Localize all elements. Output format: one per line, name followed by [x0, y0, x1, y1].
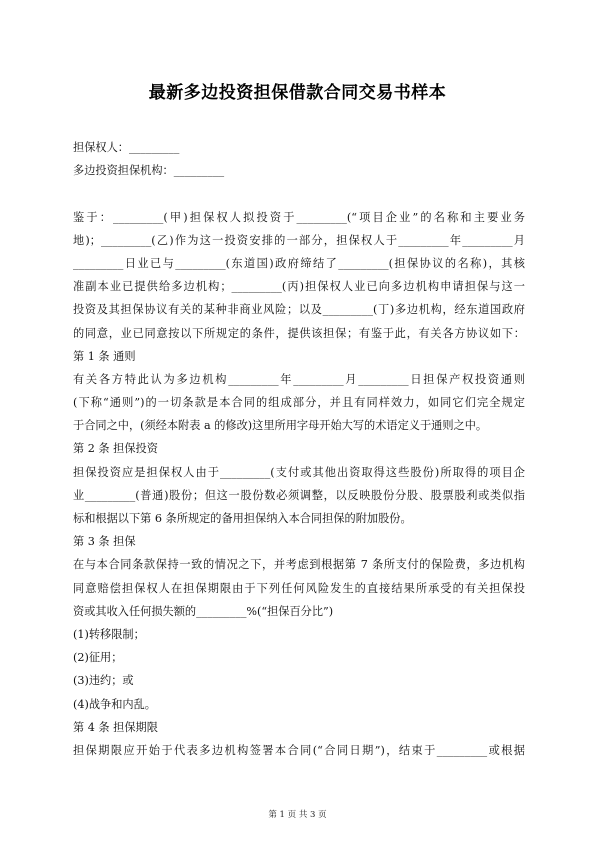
body-line: 担保投资应是担保权人由于_________(支付或其他出资取得这些股份)所取得的项目企: [73, 465, 525, 479]
page-footer: 第 1 页 共 3 页: [268, 810, 327, 820]
body-line: (2)征用；: [73, 651, 123, 665]
body-line: 担保期限应开始于代表多边机构签署本合同(“合同日期”)，结束于_________或根据: [73, 743, 525, 757]
body-line: 鉴于：_________(甲)担保权人拟投资于_________(“项目企业”的名称和主要业务: [73, 210, 525, 224]
body-line: 第 2 条 担保投资: [73, 442, 158, 456]
body-line: 第 3 条 担保: [73, 535, 136, 549]
body-line: 标和根据以下第 6 条所规定的备用担保纳入本合同担保的附加股份。: [73, 512, 412, 525]
body-line: 多边投资担保机构：_________: [73, 164, 225, 178]
body-line: 投资及其担保协议有关的某种非商业风险；以及_________(丁)多边机构，经东道国政府: [73, 303, 525, 317]
body-line: 担保权人：_________: [73, 141, 180, 154]
body-line: 于合同之中，(须经本附表 a 的修改)这里所用字母开始大写的术语定义于通则之中。: [73, 419, 488, 433]
blank-line: [73, 182, 525, 205]
body-line: 业_________(普通)股份；但这一股份数必须调整，以反映股份分股、股票股利或类似指: [73, 488, 525, 502]
body-line: 资或其收入任何损失额的_________%(“担保百分比”): [73, 604, 334, 618]
document-body: [73, 136, 525, 762]
body-line: 地)；_________(乙)作为这一投资安排的一部分，担保权人于_________年_________月: [73, 233, 525, 247]
body-line: 的同意，业已同意按以下所规定的条件，提供该担保；有鉴于此，有关各方协议如下：: [73, 326, 525, 340]
body-line: (4)战争和内乱。: [73, 697, 156, 711]
body-line: 第 4 条 担保期限: [73, 720, 158, 734]
body-line: 有关各方特此认为多边机构_________年_________月_________日担保产权投资通则: [73, 372, 525, 386]
body-line: 准副本业已提供给多边机构；_________(丙)担保权人业已向多边机构申请担保与这一: [73, 280, 525, 294]
body-line: 同意赔偿担保权人在担保期限由于下列任何风险发生的直接结果所承受的有关担保投: [73, 581, 525, 595]
body-line: (3)违约；或: [73, 674, 134, 688]
body-line: (下称“通则”)的一切条款是本合同的组成部分，并且有同样效力，如同它们完全规定: [73, 396, 525, 410]
body-line: _________日业已与_________(东道国)政府缔结了_________(担保协议的名称)，其核: [73, 256, 525, 270]
document-title: 最新多边投资担保借款合同交易书样本: [148, 83, 447, 103]
body-line: 第 1 条 通则: [73, 349, 136, 363]
body-line: 在与本合同条款保持一致的情况之下，并考虑到根据第 7 条所支付的保险费，多边机构: [73, 558, 525, 572]
body-line: (1)转移限制；: [73, 627, 145, 641]
